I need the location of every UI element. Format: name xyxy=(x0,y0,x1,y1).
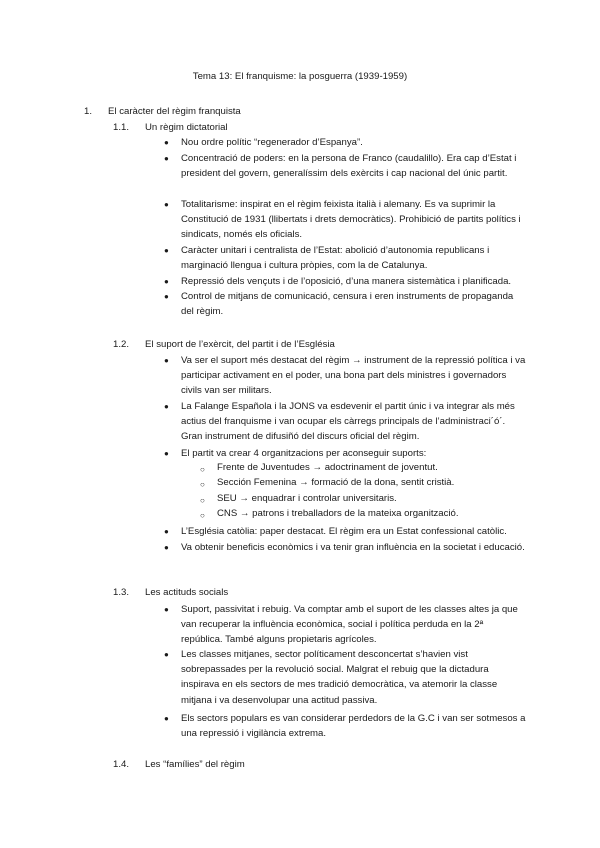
list-item: La Falange Española i la JONS va esdevenir el partit únic i va integrar als més actius del franquisme i van ocupar els càrregs principals de l’administraci´ó´. Gran instrument de difusiñó del discurs oficial del règim. xyxy=(181,401,515,443)
bullet-icon: ● xyxy=(164,402,169,411)
list-item: Caràcter unitari i centralista de l’Estat: abolició d’autonomia republicans i marginació llengua i cultura pròpies, com la de Catalunya. xyxy=(181,245,490,272)
section-1-3-number: 1.3. xyxy=(113,587,130,598)
section-1-4-title: Les “famílies” del règim xyxy=(145,759,245,770)
section-1-2-title: El suport de l’exèrcit, del partit i de l’Església xyxy=(145,339,335,350)
bullet-icon: ● xyxy=(164,605,169,614)
list-item: Totalitarisme: inspirat en el règim feixista italià i alemany. Es va suprimir la Constitució de 1931 (llibertats i drets democràtics). Prohibició de partits polítics i sindicats, només els oficials. xyxy=(181,199,521,241)
list-item: Suport, passivitat i rebuig. Va comptar amb el suport de les classes altes ja que van recuperar la influència econòmica, social i política perduda en la 2ª república. També alguns propietaris agrícoles. xyxy=(181,604,518,646)
list-item: Concentració de poders: en la persona de Franco (caudalillo). Era cap d’Estat i president del govern, generalíssim dels exèrcits i cap nacional del únic partit. xyxy=(181,153,517,180)
list-item: Repressió dels vençuts i de l’oposició, d’una manera sistemàtica i planificada. xyxy=(181,276,512,287)
sub-bullet-icon: ○ xyxy=(200,480,205,489)
bullet-icon: ● xyxy=(164,527,169,536)
sub-bullet-icon: ○ xyxy=(200,511,205,520)
bullet-icon: ● xyxy=(164,246,169,255)
sub-bullet-icon: ○ xyxy=(200,496,205,505)
list-item: Nou ordre polític “regenerador d’Espanya”. xyxy=(181,137,363,148)
bullet-icon: ● xyxy=(164,714,169,723)
list-item: Les classes mitjanes, sector políticament desconcertat s’havien vist sobrepassades per la revolució social. Malgrat el rebuig que la dictadura inspirava en els sectors de mes tradició democràtica, va atemorir la classe mitjana i va desenvolupar una actitud passiva. xyxy=(181,649,498,706)
section-1-1-number: 1.1. xyxy=(113,122,130,133)
page-title: Tema 13: El franquisme: la posguerra (1939-1959) xyxy=(192,71,408,82)
bullet-icon: ● xyxy=(164,200,169,209)
bullet-icon: ● xyxy=(164,449,169,458)
list-item: Va obtenir beneficis econòmics i va tenir gran influència en la societat i educació. xyxy=(181,542,525,553)
section-1-3-title: Les actituds socials xyxy=(145,587,229,598)
bullet-icon: ● xyxy=(164,277,169,286)
bullet-icon: ● xyxy=(164,292,169,301)
sub-bullet-icon: ○ xyxy=(200,465,205,474)
bullet-icon: ● xyxy=(164,356,169,365)
list-item: Els sectors populars es van considerar perdedors de la G.C i van ser sotmesos a una repressió i vigilància extrema. xyxy=(181,713,526,740)
sub-list-item: Sección Femenina → formació de la dona, sentit cristià. xyxy=(217,477,455,488)
section-1-4-number: 1.4. xyxy=(113,759,130,770)
bullet-icon: ● xyxy=(164,543,169,552)
sub-list-item: SEU → enquadrar i controlar universitaris. xyxy=(217,493,397,504)
list-item: Va ser el suport més destacat del règim → instrument de la repressió política i va participar activament en el poder, una bona part dels ministres i governadors civils van ser militars. xyxy=(181,355,526,397)
list-item: Control de mitjans de comunicació, censura i eren instruments de propaganda del règim. xyxy=(181,291,514,318)
section-1-title: El caràcter del règim franquista xyxy=(108,106,241,117)
list-item: L’Església catòlia: paper destacat. El règim era un Estat confessional catòlic. xyxy=(181,526,507,537)
sub-list-item: Frente de Juventudes → adoctrinament de joventut. xyxy=(217,462,438,473)
bullet-icon: ● xyxy=(164,154,169,163)
section-1-2-number: 1.2. xyxy=(113,339,130,350)
section-1-1-title: Un règim dictatorial xyxy=(145,122,228,133)
section-1-number: 1. xyxy=(84,106,93,117)
sub-list-item: CNS → patrons i treballadors de la mateixa organització. xyxy=(217,508,459,519)
list-item: El partit va crear 4 organitzacions per aconseguir suports: xyxy=(181,448,427,459)
bullet-icon: ● xyxy=(164,138,169,147)
bullet-icon: ● xyxy=(164,650,169,659)
